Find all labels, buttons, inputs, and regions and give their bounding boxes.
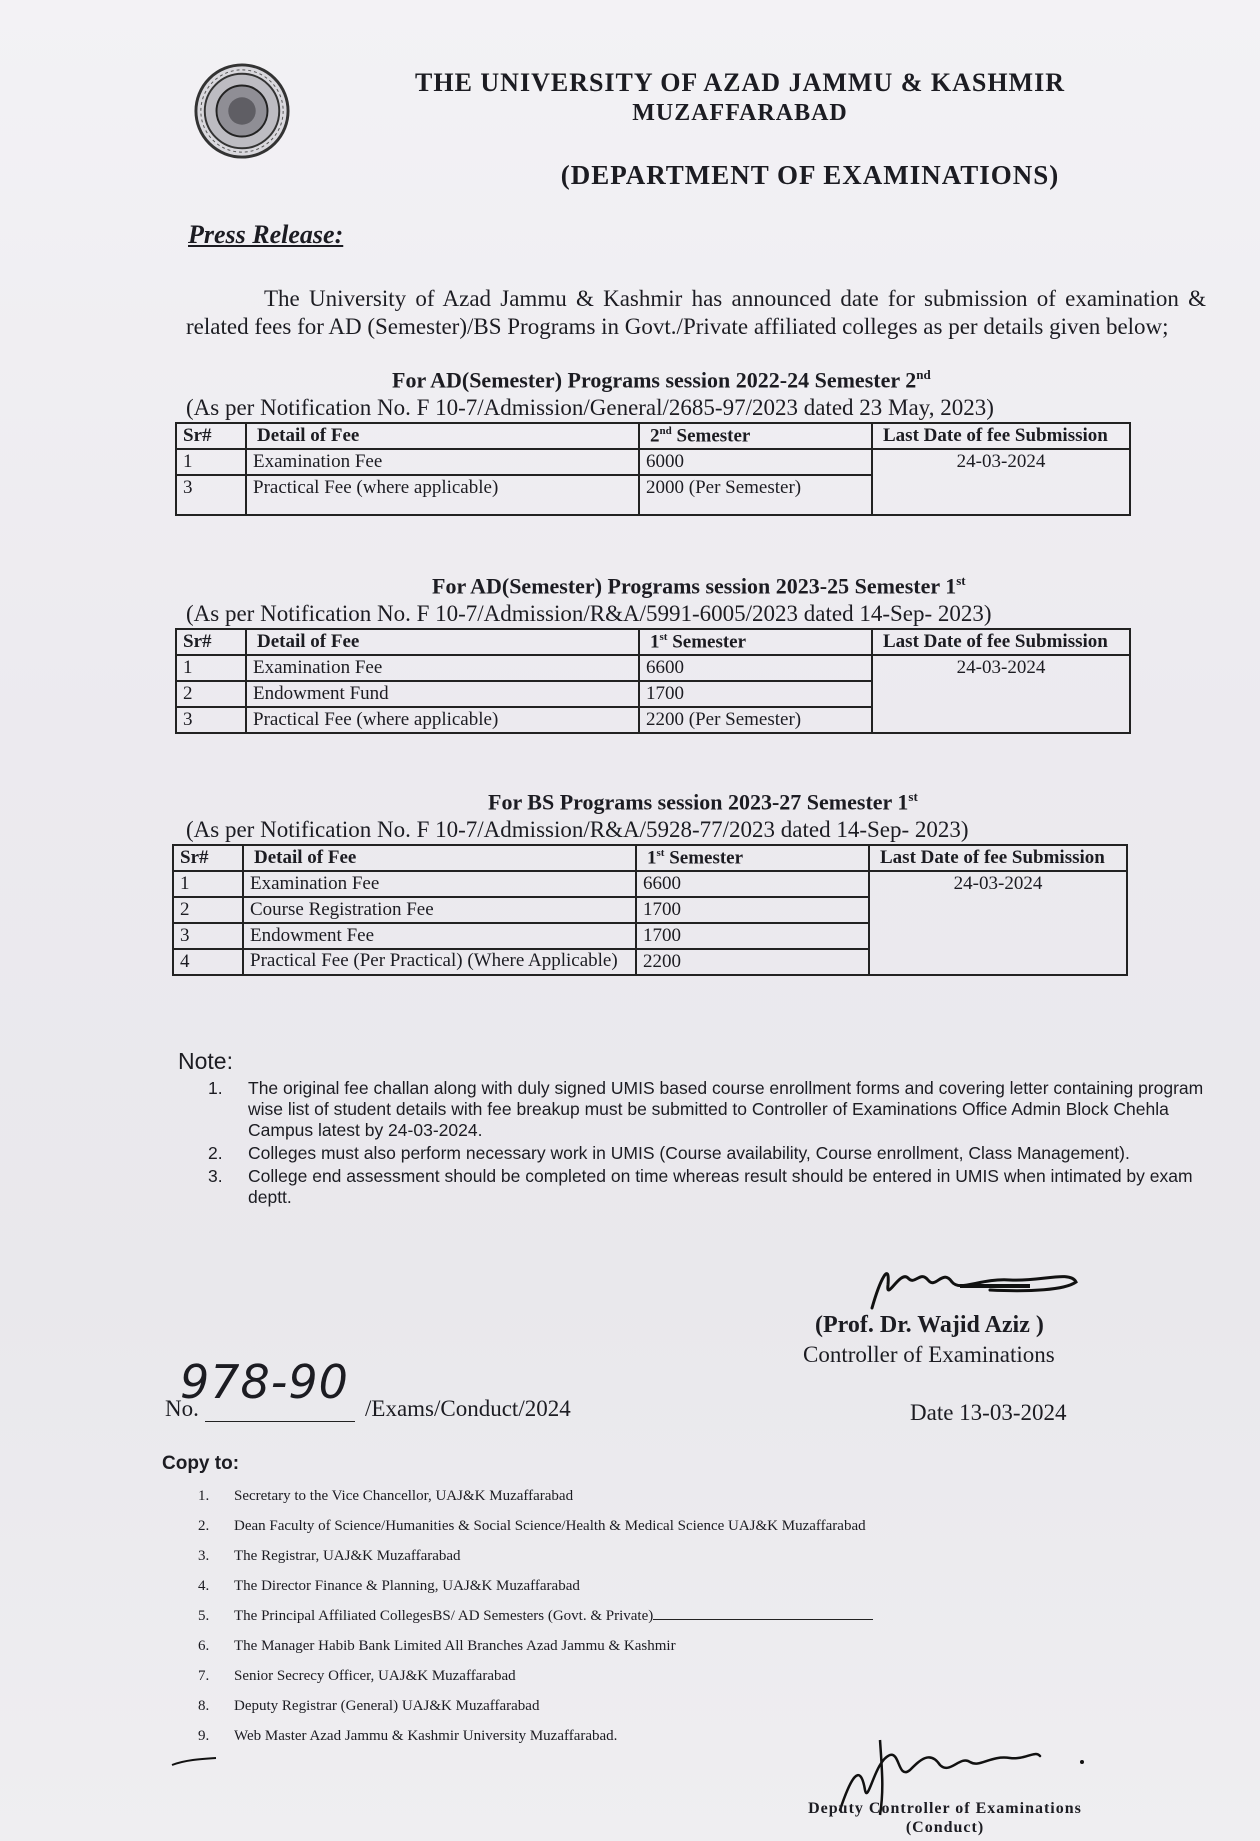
- row-detail: Examination Fee: [246, 449, 639, 475]
- copy-to-list: [198, 1488, 873, 1758]
- row-amount: 1700: [636, 923, 869, 949]
- letter-date: Date 13-03-2024: [910, 1400, 1067, 1425]
- list-item: [208, 1143, 1208, 1164]
- list-item: [198, 1488, 873, 1518]
- copy-number: 1.: [198, 1488, 210, 1504]
- row-sr: 1: [173, 871, 243, 897]
- list-item: [208, 1166, 1208, 1208]
- signatory-name: (Prof. Dr. Wajid Aziz ): [815, 1312, 1044, 1338]
- row-detail: Examination Fee: [246, 655, 639, 681]
- note-number: 1.: [208, 1078, 223, 1098]
- header-detail: Detail of Fee: [246, 629, 639, 655]
- list-item: [198, 1608, 873, 1638]
- section-1-notification: (As per Notification No. F 10-7/Admission/General/2685-97/2023 dated 23 May, 2023): [186, 395, 994, 420]
- university-name: THE UNIVERSITY OF AZAD JAMMU & KASHMIR: [415, 68, 1065, 97]
- note-text: Colleges must also perform necessary work in UMIS (Course availability, Course enrollment, Class Management).: [248, 1143, 1130, 1163]
- copy-number: 5.: [198, 1608, 210, 1624]
- list-item: [198, 1518, 873, 1548]
- fee-table-2: [175, 628, 1131, 734]
- row-detail: Course Registration Fee: [243, 897, 636, 923]
- header-last-date: Last Date of fee Submission: [872, 423, 1130, 449]
- list-item: [208, 1078, 1208, 1141]
- notes-list: [208, 1078, 1208, 1210]
- row-amount: 2200 (Per Semester): [639, 707, 872, 733]
- list-item: [198, 1548, 873, 1578]
- note-number: 2.: [208, 1143, 223, 1163]
- deputy-title-line-2: (Conduct): [905, 1819, 985, 1836]
- press-release-heading: Press Release:: [188, 220, 344, 249]
- row-amount: 1700: [639, 681, 872, 707]
- table-row: [176, 449, 1130, 475]
- controller-signature: [860, 1240, 1080, 1320]
- row-detail: Practical Fee (where applicable): [246, 475, 639, 515]
- row-sr: 3: [173, 923, 243, 949]
- row-sr: 2: [173, 897, 243, 923]
- note-text: The original fee challan along with duly signed UMIS based course enrollment forms and covering letter containing program wise list of student details with fee breakup must be submitted to Controller of Examinations Office Admin Block Chehla Campus latest by 24-03-2024.: [248, 1078, 1204, 1140]
- list-item: [198, 1668, 873, 1698]
- fill-in-line: [653, 1619, 873, 1620]
- list-item: [198, 1578, 873, 1608]
- copy-text: Deputy Registrar (General) UAJ&K Muzaffarabad: [234, 1698, 540, 1714]
- list-item: [198, 1638, 873, 1668]
- university-city: MUZAFFARABAD: [632, 100, 848, 126]
- copy-number: 2.: [198, 1518, 210, 1534]
- section-1-title: For AD(Semester) Programs session 2022-24 Semester 2nd: [392, 367, 931, 393]
- row-detail: Endowment Fee: [243, 923, 636, 949]
- header-semester: 2nd Semester: [639, 423, 872, 449]
- deputy-controller-title: [760, 1799, 1130, 1837]
- copy-text: The Principal Affiliated CollegesBS/ AD Semesters (Govt. & Private): [234, 1608, 654, 1624]
- table-row: [173, 871, 1127, 897]
- row-amount: 6600: [639, 655, 872, 681]
- strike-mark: [170, 1756, 218, 1768]
- header-sr: Sr#: [176, 423, 246, 449]
- handwritten-reference-number: 978-90: [180, 1355, 349, 1409]
- copy-number: 7.: [198, 1668, 210, 1684]
- last-date-value: 24-03-2024: [872, 655, 1130, 733]
- copy-text: Secretary to the Vice Chancellor, UAJ&K Muzaffarabad: [234, 1488, 574, 1504]
- note-number: 3.: [208, 1166, 223, 1186]
- fee-table-3: [172, 844, 1128, 976]
- note-heading: Note:: [178, 1048, 233, 1074]
- section-2-notification: (As per Notification No. F 10-7/Admission/R&A/5991-6005/2023 dated 14-Sep- 2023): [186, 601, 992, 626]
- row-sr: 1: [176, 655, 246, 681]
- fee-table-1: [175, 422, 1131, 516]
- row-detail: Practical Fee (where applicable): [246, 707, 639, 733]
- reference-suffix: /Exams/Conduct/2024: [365, 1396, 571, 1421]
- copy-text: The Manager Habib Bank Limited All Branches Azad Jammu & Kashmir: [234, 1638, 676, 1654]
- row-sr: 4: [173, 949, 243, 975]
- header-last-date: Last Date of fee Submission: [869, 845, 1127, 871]
- list-item: [198, 1728, 873, 1758]
- department-title: (DEPARTMENT OF EXAMINATIONS): [560, 160, 1060, 190]
- press-release-intro: The University of Azad Jammu & Kashmir has announced date for submission of examination & related fees for AD (Semester)/BS Programs in Govt./Private affiliated colleges as per details given below;: [186, 286, 1206, 339]
- deputy-title-line-1: Deputy Controller of Examinations: [808, 1800, 1082, 1817]
- copy-text: The Director Finance & Planning, UAJ&K Muzaffarabad: [234, 1578, 580, 1594]
- header-semester: 1st Semester: [636, 845, 869, 871]
- copy-text: Dean Faculty of Science/Humanities & Social Science/Health & Medical Science UAJ&K Muzaffarabad: [234, 1518, 866, 1534]
- copy-text: The Registrar, UAJ&K Muzaffarabad: [234, 1548, 461, 1564]
- copy-text: Web Master Azad Jammu & Kashmir University Muzaffarabad.: [234, 1728, 618, 1744]
- row-amount: 2200: [636, 949, 869, 975]
- row-detail: Practical Fee (Per Practical) (Where Applicable): [243, 949, 636, 975]
- header-semester: 1st Semester: [639, 629, 872, 655]
- section-2-title: For AD(Semester) Programs session 2023-25 Semester 1st: [432, 573, 966, 599]
- copy-to-heading: Copy to:: [162, 1453, 240, 1474]
- list-item: [198, 1698, 873, 1728]
- note-text: College end assessment should be completed on time whereas result should be entered in UMIS when intimated by exam deptt.: [248, 1166, 1193, 1207]
- row-sr: 1: [176, 449, 246, 475]
- row-sr: 2: [176, 681, 246, 707]
- header-sr: Sr#: [173, 845, 243, 871]
- university-seal-logo: [193, 62, 291, 160]
- header-detail: Detail of Fee: [243, 845, 636, 871]
- copy-number: 8.: [198, 1698, 210, 1714]
- signatory-role: Controller of Examinations: [803, 1342, 1055, 1367]
- last-date-value: 24-03-2024: [869, 871, 1127, 975]
- header-sr: Sr#: [176, 629, 246, 655]
- copy-number: 4.: [198, 1578, 210, 1594]
- table-row: [176, 655, 1130, 681]
- row-detail: Endowment Fund: [246, 681, 639, 707]
- row-amount: 1700: [636, 897, 869, 923]
- row-sr: 3: [176, 707, 246, 733]
- row-amount: 6600: [636, 871, 869, 897]
- copy-number: 9.: [198, 1728, 210, 1744]
- copy-number: 3.: [198, 1548, 210, 1564]
- row-amount: 6000: [639, 449, 872, 475]
- section-3-title: For BS Programs session 2023-27 Semester 1st: [488, 789, 918, 815]
- section-3-notification: (As per Notification No. F 10-7/Admission/R&A/5928-77/2023 dated 14-Sep- 2023): [186, 817, 969, 842]
- header-last-date: Last Date of fee Submission: [872, 629, 1130, 655]
- copy-number: 6.: [198, 1638, 210, 1654]
- row-sr: 3: [176, 475, 246, 515]
- row-detail: Examination Fee: [243, 871, 636, 897]
- reference-underline: [205, 1421, 355, 1422]
- reference-prefix: No.: [165, 1396, 199, 1421]
- last-date-value: 24-03-2024: [872, 449, 1130, 515]
- row-amount: 2000 (Per Semester): [639, 475, 872, 515]
- header-detail: Detail of Fee: [246, 423, 639, 449]
- copy-text: Senior Secrecy Officer, UAJ&K Muzaffarabad: [234, 1668, 516, 1684]
